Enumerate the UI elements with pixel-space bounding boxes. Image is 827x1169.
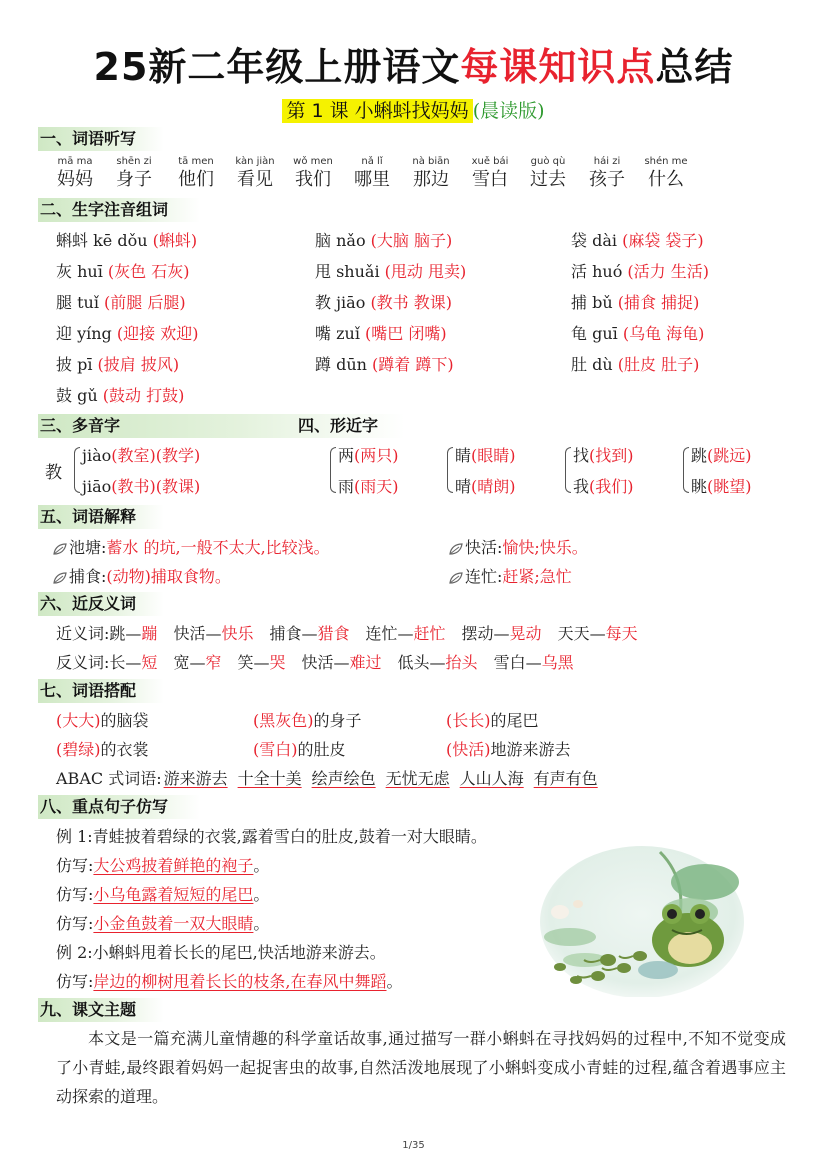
character-entry <box>56 228 197 251</box>
similar-char: 眺 <box>691 477 708 496</box>
similar-char: 晴 <box>455 477 472 496</box>
character: 嘴 <box>315 324 337 343</box>
character-entry <box>315 321 447 344</box>
term: 捕食: <box>69 567 107 586</box>
character: 脑 <box>315 231 337 250</box>
character-entry <box>315 290 452 313</box>
page-title: 25新二年级上册语文每课知识点总结 <box>93 45 734 89</box>
example-sentence: 小蝌蚪甩着长长的尾巴,快活地游来游去。 <box>92 943 386 962</box>
similar-top <box>691 443 752 466</box>
collocation <box>56 737 149 760</box>
character-pinyin: nǎo <box>336 231 371 250</box>
synonym-pair <box>109 624 157 643</box>
dictation-word <box>577 156 637 192</box>
imitation-key: 例 1: <box>56 827 93 846</box>
term: 池塘: <box>69 538 107 557</box>
section-heading-dictation: 一、词语听写 <box>38 127 164 151</box>
match-word: 每天 <box>605 624 638 643</box>
imitation-answer: 小金鱼鼓着一双大眼睛 <box>93 914 254 933</box>
character: 鼓 <box>56 386 78 405</box>
section-heading-collocation: 七、词语搭配 <box>38 679 164 703</box>
character-entry <box>56 321 198 344</box>
synonym-pair <box>462 624 542 643</box>
character: 腿 <box>56 293 78 312</box>
word: 快活— <box>301 653 350 672</box>
page-number: 1/35 <box>402 1140 425 1151</box>
match-word: 乌黑 <box>541 653 574 672</box>
noun: 的尾巴 <box>490 711 539 730</box>
character-entry <box>315 259 466 282</box>
definition: 赶紧;急忙 <box>502 567 572 586</box>
hanzi: 他们 <box>178 169 214 190</box>
match-word: 快乐 <box>221 624 254 643</box>
word: 天天— <box>557 624 606 643</box>
character-words: (乌龟 海龟) <box>622 324 705 343</box>
similar-top <box>338 443 399 466</box>
similar-word: (我们) <box>589 477 634 496</box>
abac-word: 无忧无虑 <box>385 769 450 788</box>
character-words: (前腿 后腿) <box>104 293 186 312</box>
character-words: (活力 生活) <box>627 262 709 281</box>
similar-top <box>573 443 634 466</box>
similar-char: 雨 <box>338 477 355 496</box>
abac-word: 有声有色 <box>533 769 598 788</box>
explanation <box>448 564 572 587</box>
pinyin: shēn zi <box>116 156 152 167</box>
similar-char: 睛 <box>455 446 472 465</box>
character-words: (鼓动 打鼓) <box>102 386 185 405</box>
explanation <box>448 535 588 558</box>
hanzi: 雪白 <box>472 169 508 190</box>
character-pinyin: huó <box>592 262 628 281</box>
imitation-answer: 小乌龟露着短短的尾巴 <box>93 885 254 904</box>
explanation <box>52 564 231 587</box>
hanzi: 看见 <box>237 169 273 190</box>
similar-bottom <box>573 474 634 497</box>
match-word: 窄 <box>205 653 222 672</box>
character-pinyin: tuǐ <box>77 293 105 312</box>
character: 活 <box>571 262 593 281</box>
modifier: (雪白) <box>253 740 298 759</box>
hanzi: 妈妈 <box>57 169 93 190</box>
imitation-line <box>56 853 269 876</box>
imitation-key: 仿写: <box>56 972 94 991</box>
antonym-line <box>56 650 574 673</box>
dictation-word <box>166 156 226 192</box>
abac-label: ABAC 式词语: <box>56 769 162 788</box>
character-pinyin: shuǎi <box>336 262 385 281</box>
collocation <box>446 708 539 731</box>
similar-word: (两只) <box>354 446 399 465</box>
collocation <box>253 737 346 760</box>
hanzi: 那边 <box>413 169 449 190</box>
character-words: (甩动 甩卖) <box>384 262 467 281</box>
brace <box>565 447 571 493</box>
abac-word: 人山人海 <box>459 769 524 788</box>
dictation-word <box>342 156 402 192</box>
similar-bottom <box>455 474 516 497</box>
word: 摆动— <box>461 624 510 643</box>
character-entry <box>571 290 699 313</box>
definition: (动物)捕取食物。 <box>106 567 231 586</box>
pinyin: kàn jiàn <box>235 156 275 167</box>
character: 灰 <box>56 262 78 281</box>
word: 快活— <box>173 624 222 643</box>
brace <box>447 447 453 493</box>
abac-word: 十全十美 <box>237 769 302 788</box>
polyphone-bottom: jiāo(教书)(教课) <box>82 477 201 496</box>
similar-word: (晴朗) <box>471 477 516 496</box>
character-pinyin: kē dǒu <box>93 231 153 250</box>
hanzi: 身子 <box>116 169 152 190</box>
imitation-key: 例 2: <box>56 943 93 962</box>
character: 肚 <box>571 355 593 374</box>
similar-word: (眺望) <box>707 477 752 496</box>
antonym-pair <box>494 653 574 672</box>
synonym-pair <box>366 624 446 643</box>
antonym-pair <box>173 653 221 672</box>
hanzi: 哪里 <box>354 169 390 190</box>
character-pinyin: dài <box>592 231 623 250</box>
hanzi: 什么 <box>648 169 684 190</box>
collocation <box>253 708 362 731</box>
pinyin: nǎ lǐ <box>361 156 383 167</box>
section-heading-characters: 二、生字注音组词 <box>38 198 200 222</box>
character: 披 <box>56 355 78 374</box>
imitation-answer: 岸边的柳树甩着长长的枝条,在春风中舞蹈 <box>93 972 387 991</box>
noun: 的肚皮 <box>297 740 346 759</box>
character-words: (嘴巴 闭嘴) <box>365 324 447 343</box>
section-heading-similar: 四、形近字 <box>298 416 379 435</box>
similar-char: 跳 <box>691 446 708 465</box>
character-entry <box>571 259 709 282</box>
character-entry <box>56 290 186 313</box>
section-heading-explain: 五、词语解释 <box>38 505 164 529</box>
leaf-icon <box>52 542 68 556</box>
leaf-icon <box>448 571 464 585</box>
similar-char: 两 <box>338 446 355 465</box>
noun: 的身子 <box>313 711 362 730</box>
character-entry <box>315 228 452 251</box>
noun: 的衣裳 <box>100 740 149 759</box>
match-word: 短 <box>141 653 158 672</box>
polyphone-top: jiào(教室)(教学) <box>82 446 201 465</box>
modifier: (快活) <box>446 740 491 759</box>
explanation <box>52 535 330 558</box>
similar-char: 找 <box>573 446 590 465</box>
word: 长— <box>109 653 142 672</box>
synonym-line <box>56 621 638 644</box>
imitation-line <box>56 882 269 905</box>
word: 笑— <box>237 653 270 672</box>
leaf-icon <box>52 571 68 585</box>
word: 跳— <box>109 624 142 643</box>
similar-bottom <box>338 474 399 497</box>
imitation-line <box>56 940 386 963</box>
punct: 。 <box>253 885 270 904</box>
modifier: (碧绿) <box>56 740 101 759</box>
match-word: 抬头 <box>445 653 478 672</box>
character: 捕 <box>571 293 593 312</box>
section-heading-imitation: 八、重点句子仿写 <box>38 795 200 819</box>
character-words: (捕食 捕捉) <box>617 293 700 312</box>
brace <box>330 447 336 493</box>
character-pinyin: gǔ <box>77 386 103 405</box>
antonym-pair <box>302 653 382 672</box>
punct: 。 <box>386 972 403 991</box>
frog-and-tadpoles-image <box>540 842 745 997</box>
synonym-pair <box>558 624 638 643</box>
modifier: (长长) <box>446 711 491 730</box>
dictation-word <box>518 156 578 192</box>
synonym-pair <box>173 624 253 643</box>
pinyin: tā men <box>178 156 214 167</box>
section-heading-polyphone: 三、多音字 <box>40 416 121 435</box>
noun: 地游来游去 <box>490 740 571 759</box>
character: 袋 <box>571 231 593 250</box>
dictation-word <box>636 156 696 192</box>
match-word: 哭 <box>269 653 286 672</box>
character: 蹲 <box>315 355 337 374</box>
collocation <box>446 737 571 760</box>
imitation-answer: 大公鸡披着鲜艳的袍子 <box>93 856 254 875</box>
brace <box>683 447 689 493</box>
character-words: (蹲着 蹲下) <box>372 355 454 374</box>
imitation-key: 仿写: <box>56 914 94 933</box>
abac-word: 游来游去 <box>163 769 228 788</box>
imitation-key: 仿写: <box>56 856 94 875</box>
abac-word: 绘声绘色 <box>311 769 376 788</box>
brace <box>74 447 80 493</box>
word: 捕食— <box>269 624 318 643</box>
antonym-pair <box>237 653 285 672</box>
punct: 。 <box>253 856 270 875</box>
pinyin: hái zi <box>593 156 621 167</box>
section-heading-theme: 九、课文主题 <box>38 998 164 1022</box>
synonym-pair <box>269 624 349 643</box>
imitation-line <box>56 824 487 847</box>
word: 宽— <box>173 653 206 672</box>
antonym-pair <box>398 653 478 672</box>
character-pinyin: huī <box>77 262 108 281</box>
word: 连忙— <box>365 624 414 643</box>
example-sentence: 青蛙披着碧绿的衣裳,露着雪白的肚皮,鼓着一对大眼睛。 <box>92 827 487 846</box>
similar-top <box>455 443 516 466</box>
modifier: (黑灰色) <box>253 711 314 730</box>
word: 低头— <box>397 653 446 672</box>
match-word: 蹦 <box>141 624 158 643</box>
character-entry <box>315 352 454 375</box>
polyphone-char: 教 <box>45 463 62 483</box>
abac-line <box>56 766 598 789</box>
definition: 愉快;快乐。 <box>502 538 588 557</box>
character-pinyin: pī <box>77 355 98 374</box>
section-heading-synonyms: 六、近反义词 <box>38 592 164 616</box>
leaf-icon <box>448 542 464 556</box>
dictation-word <box>225 156 285 192</box>
character-entry <box>571 321 704 344</box>
similar-word: (找到) <box>589 446 634 465</box>
section-heading-polyphone-similar <box>38 414 405 438</box>
character-pinyin: yíng <box>77 324 117 343</box>
pinyin: shén me <box>644 156 688 167</box>
character-words: (披肩 披风) <box>97 355 180 374</box>
term: 连忙: <box>465 567 503 586</box>
character: 龟 <box>571 324 593 343</box>
character-words: (教书 教课) <box>370 293 453 312</box>
character-words: (迎接 欢迎) <box>116 324 199 343</box>
character-pinyin: dù <box>592 355 618 374</box>
similar-char: 我 <box>573 477 590 496</box>
match-word: 难过 <box>349 653 382 672</box>
antonym-label: 反义词: <box>56 653 110 672</box>
character-words: (灰色 石灰) <box>107 262 190 281</box>
character-entry <box>571 352 699 375</box>
hanzi: 过去 <box>530 169 566 190</box>
match-word: 赶忙 <box>413 624 446 643</box>
noun: 的脑袋 <box>100 711 149 730</box>
punct: 。 <box>253 914 270 933</box>
character: 蝌蚪 <box>56 231 94 250</box>
pinyin: wǒ men <box>293 156 333 167</box>
character-words: (蝌蚪) <box>152 231 198 250</box>
character-entry <box>56 383 184 406</box>
theme-paragraph: 本文是一篇充满儿童情趣的科学童话故事,通过描写一群小蝌蚪在寻找妈妈的过程中,不知不觉变成了小青蛙,最终跟着妈妈一起捉害虫的故事,自然活泼地展现了小蝌蚪变成小青蛙的过程,蕴含着遇事应主动探索的道理。 <box>56 1029 786 1106</box>
definition: 蓄水 的坑,一般不太大,比较浅。 <box>106 538 330 557</box>
word: 雪白— <box>493 653 542 672</box>
antonym-pair <box>109 653 157 672</box>
collocation <box>56 708 149 731</box>
modifier: (大大) <box>56 711 101 730</box>
match-word: 晃动 <box>509 624 542 643</box>
character-entry <box>56 259 189 282</box>
character-words: (肚皮 肚子) <box>617 355 700 374</box>
match-word: 猎食 <box>317 624 350 643</box>
pinyin: xuě bái <box>471 156 509 167</box>
imitation-key: 仿写: <box>56 885 94 904</box>
pinyin: nà biān <box>412 156 450 167</box>
character-pinyin: guī <box>592 324 623 343</box>
character-words: (大脑 脑子) <box>370 231 453 250</box>
character: 迎 <box>56 324 78 343</box>
similar-word: (雨天) <box>354 477 399 496</box>
character-entry <box>571 228 704 251</box>
dictation-word <box>283 156 343 192</box>
term: 快活: <box>465 538 503 557</box>
character: 教 <box>315 293 337 312</box>
imitation-line <box>56 911 269 934</box>
character-pinyin: bǔ <box>592 293 618 312</box>
character-entry <box>56 352 179 375</box>
lesson-title: 第 1 课 小蝌蚪找妈妈 (晨读版) <box>0 96 827 123</box>
dictation-word <box>401 156 461 192</box>
similar-bottom <box>691 474 752 497</box>
hanzi: 孩子 <box>589 169 625 190</box>
synonym-label: 近义词: <box>56 624 110 643</box>
similar-word: (眼睛) <box>471 446 516 465</box>
character: 甩 <box>315 262 337 281</box>
character-pinyin: dūn <box>336 355 373 374</box>
similar-word: (跳远) <box>707 446 752 465</box>
character-pinyin: zuǐ <box>336 324 366 343</box>
character-words: (麻袋 袋子) <box>622 231 704 250</box>
dictation-word <box>104 156 164 192</box>
pinyin: guò qù <box>530 156 566 167</box>
pinyin: mā ma <box>57 156 93 167</box>
dictation-word <box>45 156 105 192</box>
character-pinyin: jiāo <box>336 293 371 312</box>
hanzi: 我们 <box>295 169 331 190</box>
dictation-word <box>460 156 520 192</box>
imitation-line <box>56 969 403 992</box>
